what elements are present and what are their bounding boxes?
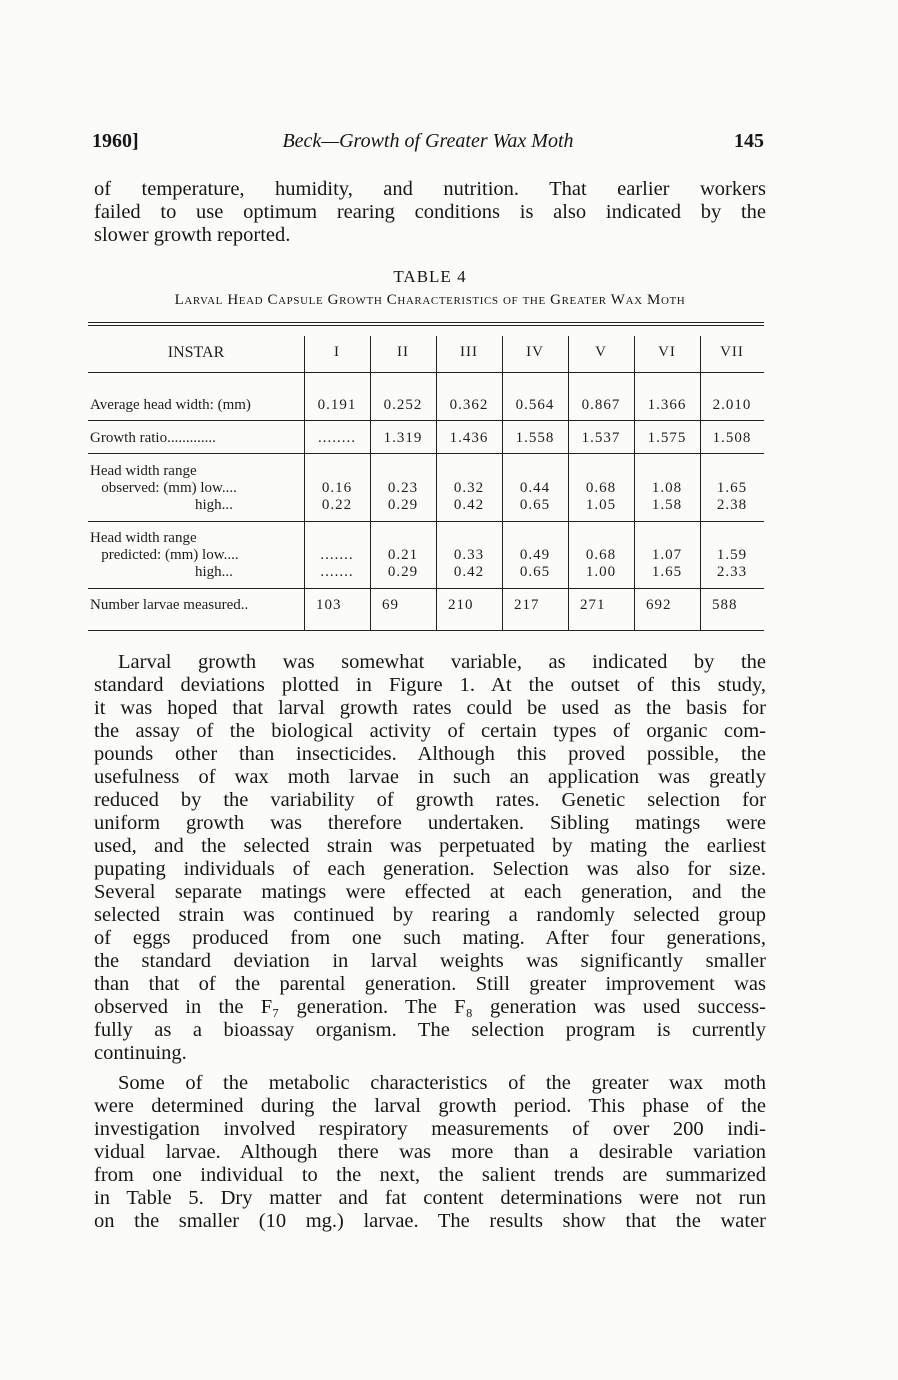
text-line: used, and the selected strain was perpetuated by mating the earliest bbox=[94, 835, 766, 857]
table-cell: 1.07 bbox=[651, 547, 683, 563]
text-line: investigation involved respiratory measurements of over 200 indi- bbox=[94, 1118, 766, 1140]
table-cell: 210 bbox=[448, 597, 474, 613]
text-line: of eggs produced from one such mating. After four generations, bbox=[94, 927, 766, 949]
table-rule bbox=[88, 420, 764, 421]
table-cell: 0.42 bbox=[453, 497, 485, 513]
text-line: Larval growth was somewhat variable, as indicated by the bbox=[118, 651, 766, 673]
table-cell: 69 bbox=[382, 597, 399, 613]
column-header: V bbox=[595, 344, 607, 360]
text-line: the standard deviation in larval weights was significantly smaller bbox=[94, 950, 766, 972]
table-rule bbox=[88, 322, 764, 323]
table-cell: 217 bbox=[514, 597, 540, 613]
intro-paragraph bbox=[94, 178, 766, 247]
text-line: fully as a bioassay organism. The selection program is currently bbox=[94, 1019, 766, 1041]
text-line: usefulness of wax moth larvae in such an application was greatly bbox=[94, 766, 766, 788]
table-cell: 0.16 bbox=[321, 480, 353, 496]
text-line: standard deviations plotted in Figure 1. At the outset of this study, bbox=[94, 674, 766, 696]
table-cell: 0.29 bbox=[387, 497, 419, 513]
row-label-predicted-high: high... bbox=[90, 564, 233, 580]
table-cell: 1.558 bbox=[515, 430, 555, 446]
text-line: selected strain was continued by rearing a randomly selected group bbox=[94, 904, 766, 926]
table-cell: 0.22 bbox=[321, 497, 353, 513]
table-rule bbox=[88, 372, 764, 373]
table-cell: 0.44 bbox=[519, 480, 551, 496]
text-line: Some of the metabolic characteristics of the greater wax moth bbox=[118, 1072, 766, 1094]
table-rule bbox=[88, 521, 764, 522]
row-label-number-measured: Number larvae measured.. bbox=[90, 597, 249, 613]
table-cell: 2.010 bbox=[712, 397, 752, 413]
row-label-observed-high: high... bbox=[90, 497, 233, 513]
table-cell: 1.65 bbox=[716, 480, 748, 496]
table-cell: 271 bbox=[580, 597, 606, 613]
table-cell: 0.65 bbox=[519, 497, 551, 513]
row-label-predicted-low: predicted: (mm) low.... bbox=[90, 547, 239, 563]
column-header-instar: INSTAR bbox=[167, 344, 225, 361]
table-cell: ....... bbox=[320, 547, 354, 563]
table-cell: 1.508 bbox=[712, 430, 752, 446]
row-label-observed: Head width range bbox=[90, 463, 197, 479]
table-cell: 0.564 bbox=[515, 397, 555, 413]
table-cell: 1.537 bbox=[581, 430, 621, 446]
text-line: the assay of the biological activity of certain types of organic com- bbox=[94, 720, 766, 742]
table-cell: 0.65 bbox=[519, 564, 551, 580]
row-label-observed-low: observed: (mm) low.... bbox=[90, 480, 237, 496]
table-cell: 0.33 bbox=[453, 547, 485, 563]
table-cell: 1.575 bbox=[647, 430, 687, 446]
table-cell: 103 bbox=[316, 597, 342, 613]
table-cell: 1.436 bbox=[449, 430, 489, 446]
text-line: were determined during the larval growth period. This phase of the bbox=[94, 1095, 766, 1117]
column-header: VI bbox=[658, 344, 676, 360]
table-cell: 0.191 bbox=[317, 397, 357, 413]
column-header: II bbox=[397, 344, 409, 360]
table-cell: 1.65 bbox=[651, 564, 683, 580]
data-table bbox=[88, 320, 764, 634]
table-cell: 2.38 bbox=[716, 497, 748, 513]
table-cell: 1.319 bbox=[383, 430, 423, 446]
table-title: TABLE 4 bbox=[393, 267, 467, 286]
table-cell: 1.366 bbox=[647, 397, 687, 413]
table-cell: 1.05 bbox=[585, 497, 617, 513]
row-label-average: Average head width: (mm) bbox=[90, 397, 251, 413]
table-cell: 0.29 bbox=[387, 564, 419, 580]
text-line: pupating individuals of each generation. Selection was also for size. bbox=[94, 858, 766, 880]
table-cell: 0.68 bbox=[585, 480, 617, 496]
table-cell: 1.58 bbox=[651, 497, 683, 513]
table-cell: 2.33 bbox=[716, 564, 748, 580]
text-line: observed in the F₇ generation. The F₈ generation was used success- bbox=[94, 996, 766, 1018]
table-cell: 0.362 bbox=[449, 397, 489, 413]
column-header: VII bbox=[720, 344, 744, 360]
row-label-growth-ratio: Growth ratio............. bbox=[90, 430, 216, 446]
table-rule bbox=[88, 453, 764, 454]
text-line: pounds other than insecticides. Although this proved possible, the bbox=[94, 743, 766, 765]
table-cell: 0.68 bbox=[585, 547, 617, 563]
volume-year: 1960] bbox=[92, 130, 139, 152]
table-cell: 1.08 bbox=[651, 480, 683, 496]
text-line: vidual larvae. Although there was more than a desirable variation bbox=[94, 1141, 766, 1163]
table-rule bbox=[88, 325, 764, 326]
running-head bbox=[92, 130, 764, 158]
column-header: IV bbox=[526, 344, 544, 360]
table-cell: 0.867 bbox=[581, 397, 621, 413]
table-cell: 0.23 bbox=[387, 480, 419, 496]
text-line: Several separate matings were effected at each generation, and the bbox=[94, 881, 766, 903]
body-paragraph-metabolic bbox=[94, 1072, 766, 1233]
table-cell: 0.32 bbox=[453, 480, 485, 496]
column-header: III bbox=[460, 344, 478, 360]
table-cell: ........ bbox=[318, 430, 356, 446]
table-cell: 0.21 bbox=[387, 547, 419, 563]
running-title: Beck—Growth of Greater Wax Moth bbox=[282, 130, 574, 152]
table-caption: Larval Head Capsule Growth Characteristics of the Greater Wax Moth bbox=[174, 292, 686, 308]
page-number: 145 bbox=[734, 130, 764, 152]
text-line: uniform growth was therefore undertaken. Sibling matings were bbox=[94, 812, 766, 834]
text-line: failed to use optimum rearing conditions is also indicated by the bbox=[94, 201, 766, 223]
table-cell: 1.59 bbox=[716, 547, 748, 563]
text-line: on the smaller (10 mg.) larvae. The results show that the water bbox=[94, 1210, 766, 1232]
body-paragraph-growth bbox=[94, 651, 766, 1065]
text-line: slower growth reported. bbox=[94, 224, 291, 246]
table-cell: 692 bbox=[646, 597, 672, 613]
table-cell: ....... bbox=[320, 564, 354, 580]
table-rule bbox=[88, 588, 764, 589]
table-cell: 0.252 bbox=[383, 397, 423, 413]
table-cell: 0.42 bbox=[453, 564, 485, 580]
column-header: I bbox=[334, 344, 340, 360]
table-cell: 588 bbox=[712, 597, 738, 613]
table-cell: 1.00 bbox=[585, 564, 617, 580]
text-line: reduced by the variability of growth rates. Genetic selection for bbox=[94, 789, 766, 811]
text-line: than that of the parental generation. Still greater improvement was bbox=[94, 973, 766, 995]
text-line: in Table 5. Dry matter and fat content determinations were not run bbox=[94, 1187, 766, 1209]
table-cell: 0.49 bbox=[519, 547, 551, 563]
text-line: it was hoped that larval growth rates could be used as the basis for bbox=[94, 697, 766, 719]
row-label-predicted: Head width range bbox=[90, 530, 197, 546]
table-rule bbox=[88, 630, 764, 631]
text-line: of temperature, humidity, and nutrition. That earlier workers bbox=[94, 178, 766, 200]
text-line: continuing. bbox=[94, 1042, 187, 1064]
text-line: from one individual to the next, the salient trends are summarized bbox=[94, 1164, 766, 1186]
